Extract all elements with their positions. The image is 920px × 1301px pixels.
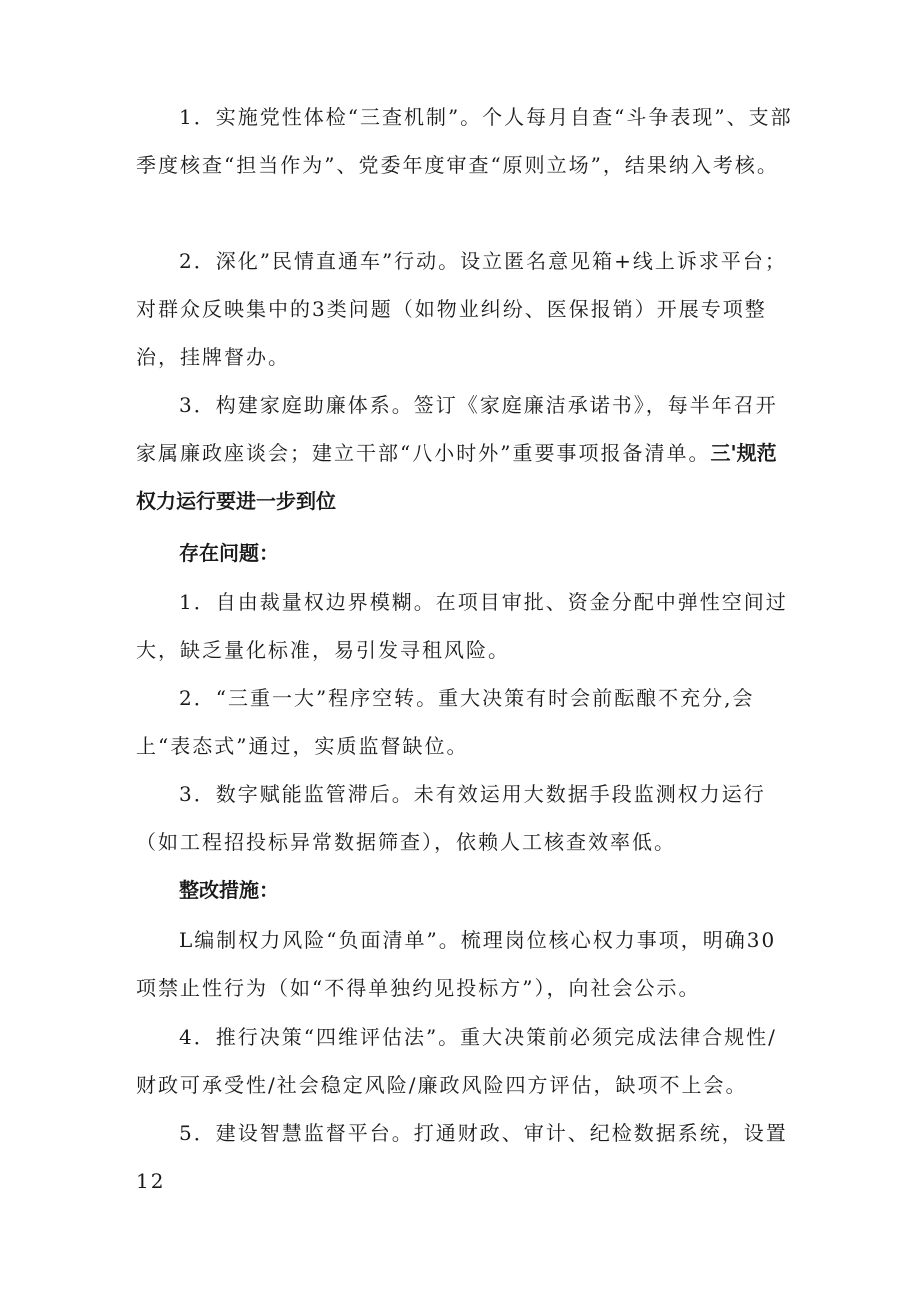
paragraph-2: 2．深化”民情直通车”行动。设立匿名意见箱+线上诉求平台；对群众反映集中的3类问题（如物业纠纷、医保报销）开展专项整治，挂牌督办。 [136, 249, 787, 369]
paragraph-measure-1: L编制权力风险“负面清单”。梳理岗位核心权力事项，明确30项禁止性行为（如“不得单独约见投标方”），向社会公示。 [136, 928, 777, 1000]
paragraph-problem-2: 2．“三重一大”程序空转。重大决策有时会前酝酿不充分,会上“表态式”通过，实质监督缺位。 [136, 686, 755, 758]
paragraph-measure-4: 4．推行决策“四维评估法”。重大决策前必须完成法律合规性/财政可承受性/社会稳定风险/廉政风险四方评估，缺项不上会。 [136, 1025, 777, 1097]
paragraph-problem-1: 1．自由裁量权边界模糊。在项目审批、资金分配中弹性空间过大，缺乏量化标准，易引发寻租风险。 [136, 590, 788, 662]
paragraph-3 [136, 381, 796, 525]
problems-heading: 存在问题： [179, 541, 279, 565]
section-heading-3: 三'规范权力运行要进一步到位 [136, 441, 777, 513]
paragraph-1: 1．实施党性体检“三查机制”。个人每月自查“斗争表现”、支部季度核查“担当作为”、党委年度审查“原则立场”，结果纳入考核。 [136, 105, 793, 177]
paragraph-problem-3: 3．数字赋能监管滞后。未有效运用大数据手段监测权力运行（如工程招投标异常数据筛查），依赖人工核查效率低。 [136, 782, 766, 854]
measures-heading: 整改措施： [179, 878, 279, 902]
paragraph-measure-5: 5．建设智慧监督平台。打通财政、审计、纪检数据系统，设置12 [136, 1121, 788, 1193]
paragraph-3-text: 3．构建家庭助廉体系。签订《家庭廉洁承诺书》，每半年召开家属廉政座谈会；建立干部“八小时外”重要事项报备清单。 [136, 393, 778, 465]
